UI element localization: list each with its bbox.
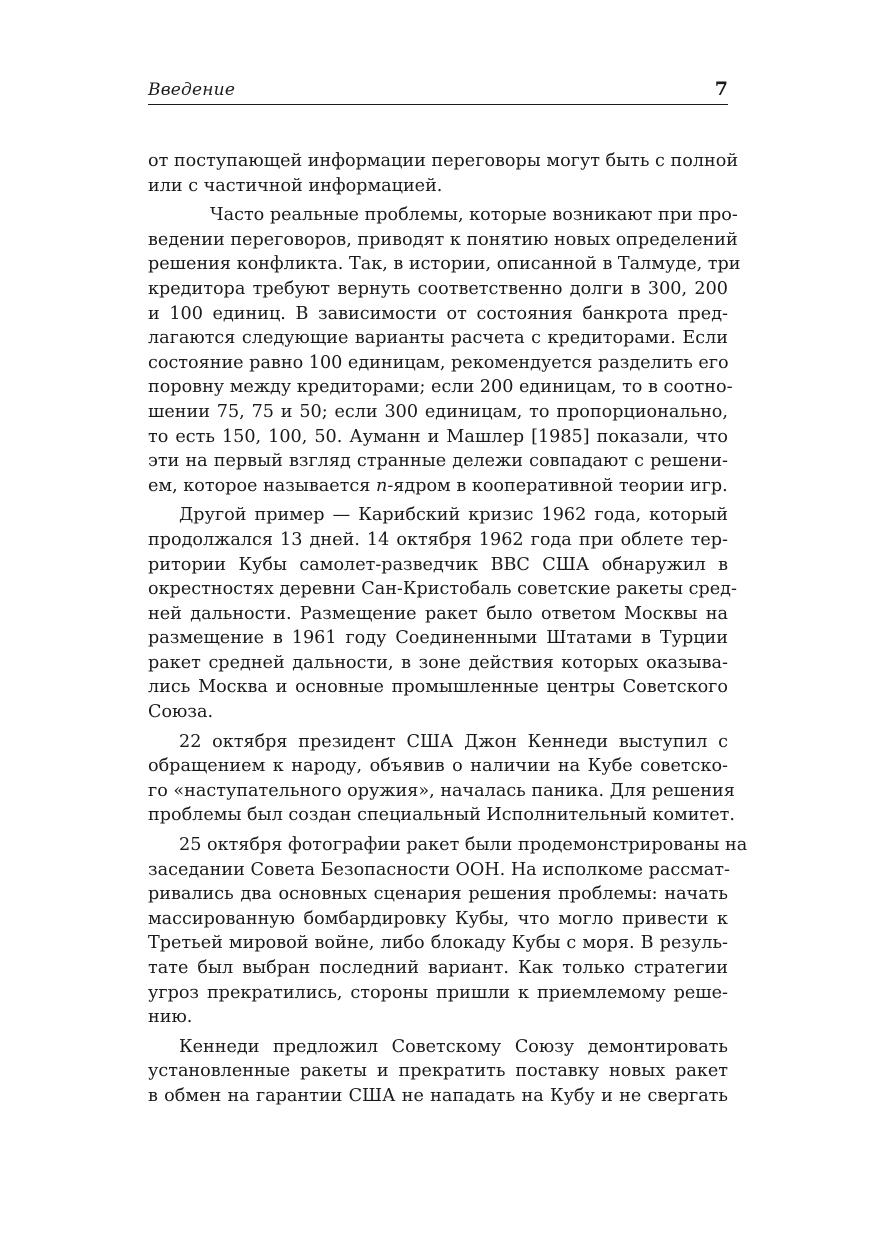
text-line: Союза. <box>148 702 214 723</box>
paragraph <box>148 730 735 828</box>
paragraph <box>148 1035 728 1109</box>
text-line: ривались два основных сценария решения проблемы: начать <box>148 884 728 905</box>
paragraph <box>148 203 741 498</box>
running-header <box>148 78 728 105</box>
text-line: обращением к народу, объявив о наличии на Кубе советско- <box>148 756 728 777</box>
text-line: нию. <box>148 1007 193 1028</box>
text-line: го «наступательного оружия», началась паника. Для решения <box>148 780 735 801</box>
text-line: кредитора требуют вернуть соответственно долги в 300, 200 <box>148 278 728 299</box>
text-line: лагаются следующие варианты расчета с кредиторами. Если <box>148 328 728 349</box>
text-line: Третьей мировой войне, либо блокаду Кубы с моря. В резуль- <box>148 933 728 954</box>
text-line: и 100 единиц. В зависимости от состояния банкрота пред- <box>148 303 728 324</box>
text-line: лись Москва и основные промышленные центры Советского <box>148 677 728 698</box>
page-number: 7 <box>714 78 728 100</box>
paragraph <box>148 149 739 198</box>
text-line: установленные ракеты и прекратить поставку новых ракет <box>148 1061 728 1082</box>
text-line: состояние равно 100 единицам, рекомендуется разделить его <box>148 352 729 373</box>
text-line: заседании Совета Безопасности ООН. На исполкоме рассмат- <box>148 859 730 880</box>
paragraph <box>148 833 748 1030</box>
text-line: окрестностях деревни Сан-Кристобаль советские ракеты сред- <box>148 579 737 600</box>
text-line: ритории Кубы самолет-разведчик ВВС США обнаружил в <box>148 554 728 575</box>
body-text <box>148 149 748 1109</box>
paragraph <box>148 503 737 724</box>
text-line: в обмен на гарантии США не нападать на Кубу и не свергать <box>148 1085 728 1106</box>
text-line: продолжался 13 дней. 14 октября 1962 года при облете тер- <box>148 529 728 550</box>
text-line: решения конфликта. Так, в истории, описанной в Талмуде, три <box>148 254 741 275</box>
text-line: шении 75, 75 и 50; если 300 единицам, то пропорционально, <box>148 401 728 422</box>
text-line: эти на первый взгляд странные дележи совпадают с решени- <box>148 451 728 472</box>
text-line: ней дальности. Размещение ракет было ответом Москвы на <box>148 603 728 624</box>
text-line: ем, которое называется n-ядром в кооперативной теории игр. <box>148 475 728 496</box>
text-line: то есть 150, 100, 50. Ауманн и Машлер [1985] показали, что <box>148 426 728 447</box>
text-line: поровну между кредиторами; если 200 единицам, то в соотно- <box>148 377 733 398</box>
text-line: 25 октября фотографии ракет были продемонстрированы на <box>179 835 748 856</box>
text-line: угроз прекратились, стороны пришли к приемлемому реше- <box>148 982 728 1003</box>
text-line: проблемы был создан специальный Исполнительный комитет. <box>148 805 735 826</box>
text-line: Часто реальные проблемы, которые возникают при про- <box>210 205 738 226</box>
text-line: ракет средней дальности, в зоне действия которых оказыва- <box>148 652 728 673</box>
math-variable: n <box>375 475 388 496</box>
text-line: или с частичной информацией. <box>148 175 443 196</box>
text-line: 22 октября президент США Джон Кеннеди выступил с <box>179 731 728 752</box>
text-line: ведении переговоров, приводят к понятию новых определений <box>148 229 738 250</box>
text-line: тате был выбран последний вариант. Как только стратегии <box>148 958 728 978</box>
text-line: Кеннеди предложил Советскому Союзу демонтировать <box>179 1036 728 1057</box>
text-line: размещение в 1961 году Соединенными Штатами в Турции <box>148 628 728 649</box>
text-line: массированную бомбардировку Кубы, что могло привести к <box>148 908 728 929</box>
book-page <box>148 78 748 1109</box>
text-line: от поступающей информации переговоры могут быть с полной <box>148 151 739 171</box>
section-title: Введение <box>148 80 236 100</box>
text-line: Другой пример — Карибский кризис 1962 года, который <box>179 505 728 526</box>
